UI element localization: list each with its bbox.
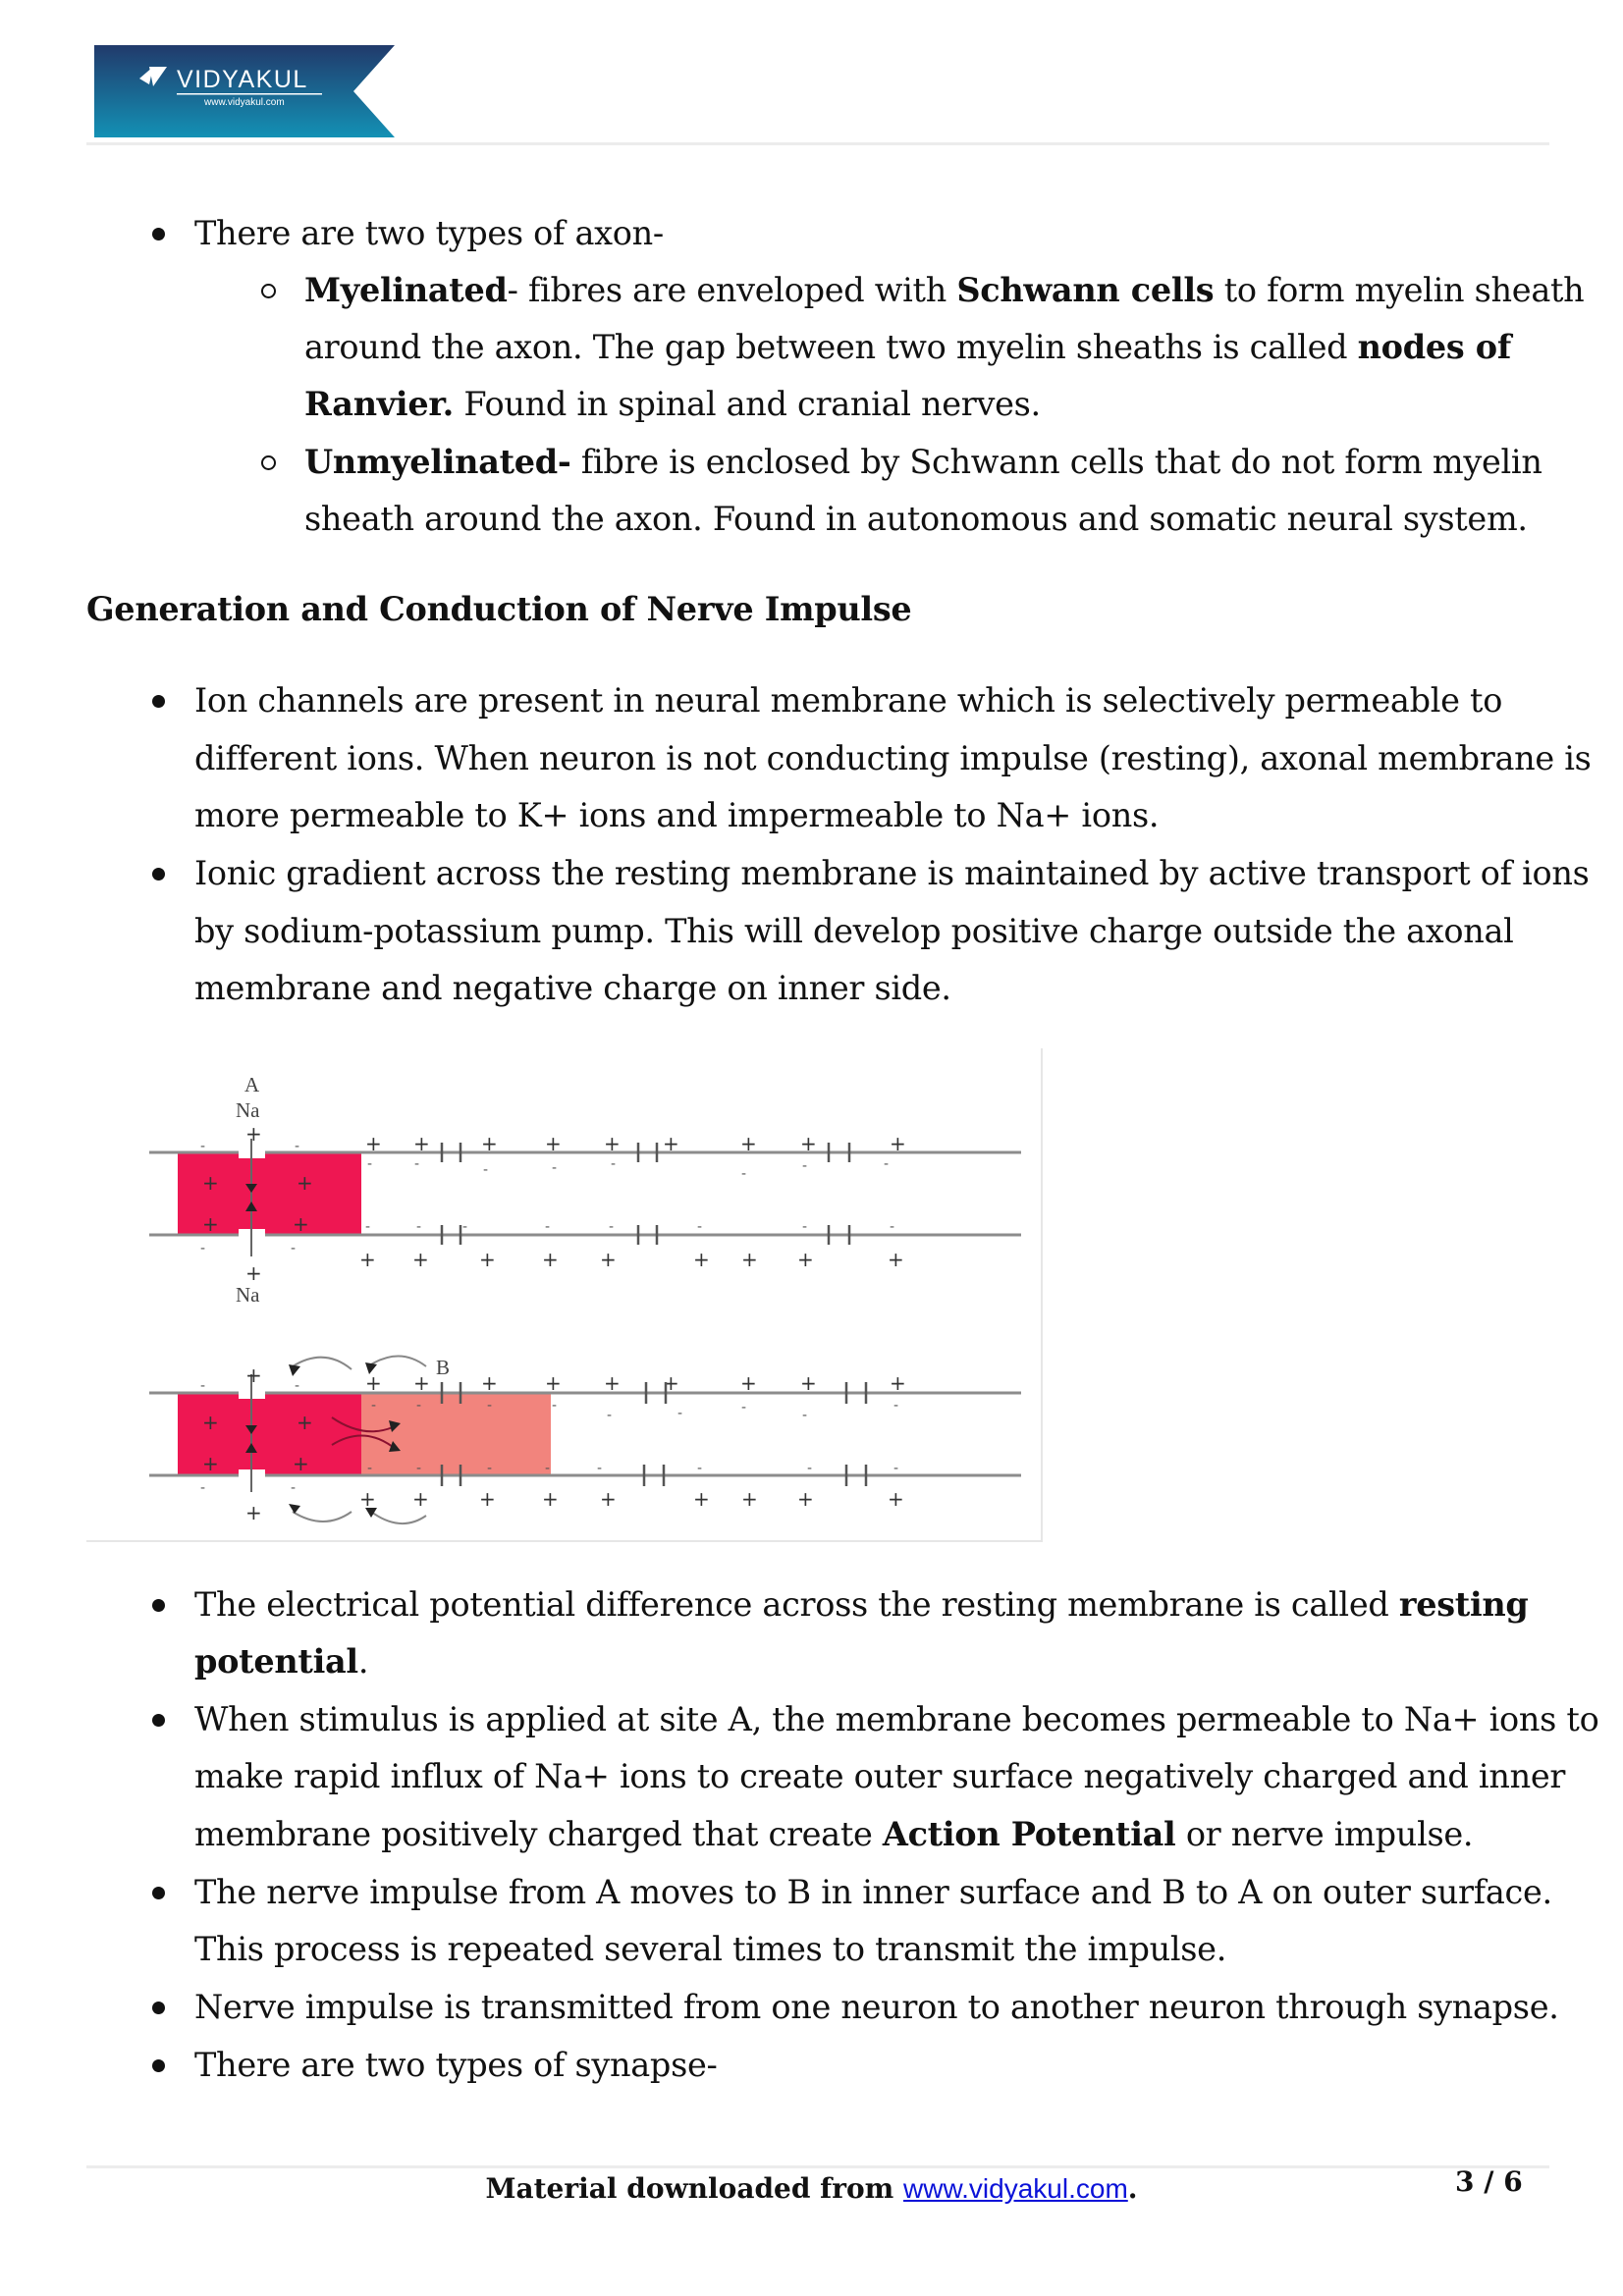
svg-text:+: +	[202, 1411, 219, 1434]
svg-text:+: +	[800, 1371, 817, 1395]
svg-text:+: +	[481, 1371, 498, 1395]
unmyelinated-line-1	[304, 443, 1542, 482]
text: .	[357, 1642, 369, 1681]
synapse-types-line: There are two types of synapse-	[194, 2046, 718, 2084]
svg-text:-: -	[697, 1461, 703, 1476]
ion-channels-line-2: different ions. When neuron is not conducting impulse (resting), axonal membrane is	[194, 739, 1592, 777]
header-divider	[86, 142, 1549, 145]
svg-text:+: +	[412, 1487, 429, 1511]
svg-text:+: +	[293, 1212, 309, 1236]
svg-text:+: +	[693, 1248, 710, 1271]
svg-text:+: +	[663, 1371, 679, 1395]
footer-suffix: .	[1127, 2172, 1138, 2205]
svg-text:-: -	[295, 1139, 300, 1154]
bullet-icon	[152, 868, 165, 881]
term-ranvier: Ranvier.	[304, 385, 455, 423]
term-unmyelinated: Unmyelinated-	[304, 443, 571, 481]
svg-text:-: -	[741, 1166, 747, 1182]
svg-text:+: +	[800, 1132, 817, 1155]
term-resting: resting	[1398, 1585, 1529, 1624]
term-action-potential: Action Potential	[882, 1815, 1176, 1853]
bullet-icon	[152, 695, 165, 708]
footer-prefix: Material downloaded from	[485, 2172, 904, 2205]
svg-text:-: -	[884, 1156, 890, 1172]
svg-text:+: +	[741, 1487, 758, 1511]
svg-text:+: +	[545, 1371, 562, 1395]
svg-text:-: -	[545, 1461, 551, 1476]
ion-channels-line-3: more permeable to K+ ions and impermeable to Na+ ions.	[194, 796, 1160, 834]
svg-text:+: +	[413, 1371, 430, 1395]
term-myelinated: Myelinated	[304, 271, 508, 309]
svg-text:+: +	[359, 1487, 376, 1511]
ionic-gradient-line-1: Ionic gradient across the resting membrane is maintained by active transport of ions	[194, 854, 1590, 892]
svg-text:-: -	[416, 1398, 422, 1414]
svg-text:+: +	[797, 1487, 814, 1511]
svg-text:+: +	[293, 1452, 309, 1475]
myelinated-line-1	[304, 271, 1584, 310]
svg-text:-: -	[414, 1156, 420, 1172]
label-site-b: B	[436, 1356, 451, 1379]
logo-brand-text: VIDYAKUL	[177, 66, 308, 93]
myelinated-line-2	[304, 328, 1511, 367]
label-site-a: A	[244, 1073, 260, 1096]
term-potential: potential	[194, 1642, 358, 1681]
stimulus-line-1: When stimulus is applied at site A, the membrane becomes permeable to Na+ ions to	[194, 1700, 1599, 1738]
ion-channels-line-1: Ion channels are present in neural membrane which is selectively permeable to	[194, 681, 1503, 720]
svg-text:-: -	[416, 1461, 422, 1476]
bullet-icon	[152, 228, 165, 240]
ionic-gradient-line-3: membrane and negative charge on inner side.	[194, 969, 951, 1007]
svg-text:+: +	[202, 1212, 219, 1236]
text: membrane positively charged that create	[194, 1815, 883, 1853]
svg-text:-: -	[487, 1398, 493, 1414]
svg-text:+: +	[604, 1132, 621, 1155]
svg-text:+: +	[245, 1501, 262, 1524]
svg-text:-: -	[295, 1378, 300, 1394]
svg-text:+: +	[740, 1371, 757, 1395]
bullet-icon	[152, 1887, 165, 1899]
svg-text:+: +	[297, 1171, 313, 1195]
svg-text:-: -	[367, 1156, 373, 1172]
svg-text:-: -	[890, 1219, 895, 1235]
svg-text:-: -	[807, 1461, 813, 1476]
text: around the axon. The gap between two myelin sheaths is called	[304, 328, 1358, 366]
svg-text:+: +	[245, 1122, 262, 1146]
nerve-impulse-diagram	[86, 1048, 1043, 1542]
impulse-moves-line-2: This process is repeated several times to transmit the impulse.	[194, 1930, 1227, 1968]
svg-text:+: +	[663, 1132, 679, 1155]
svg-text:+: +	[297, 1411, 313, 1434]
svg-text:-: -	[802, 1158, 808, 1174]
svg-text:+: +	[542, 1248, 559, 1271]
svg-text:-: -	[291, 1241, 297, 1256]
svg-text:+: +	[888, 1248, 904, 1271]
term-nodes-of: nodes of	[1357, 328, 1511, 366]
svg-text:+: +	[600, 1248, 617, 1271]
svg-text:-: -	[462, 1219, 468, 1235]
bullet-icon	[152, 2059, 165, 2072]
svg-text:-: -	[802, 1408, 808, 1423]
stimulus-line-2: make rapid influx of Na+ ions to create outer surface negatively charged and inner	[194, 1757, 1566, 1795]
logo-url-text: www.vidyakul.com	[204, 97, 285, 108]
svg-text:+: +	[890, 1132, 906, 1155]
sub-bullet-icon	[261, 455, 276, 470]
text: - fibres are enveloped with	[507, 271, 957, 309]
text: fibre is enclosed by Schwann cells that do not form myelin	[570, 443, 1542, 481]
svg-text:+: +	[600, 1487, 617, 1511]
svg-text:-: -	[609, 1219, 615, 1235]
sub-bullet-icon	[261, 284, 276, 298]
footer-divider	[86, 2165, 1549, 2168]
svg-text:-: -	[200, 1139, 206, 1154]
svg-text:+: +	[890, 1371, 906, 1395]
svg-text:-: -	[200, 1241, 206, 1256]
svg-text:+: +	[412, 1248, 429, 1271]
synapse-transmission-line: Nerve impulse is transmitted from one neuron to another neuron through synapse.	[194, 1988, 1559, 2026]
footer-source	[0, 2172, 1623, 2206]
axon-intro: There are two types of axon-	[194, 214, 664, 252]
svg-text:-: -	[552, 1398, 558, 1414]
svg-text:-: -	[893, 1461, 899, 1476]
svg-text:+: +	[413, 1132, 430, 1155]
text: Found in spinal and cranial nerves.	[454, 385, 1041, 423]
svg-text:-: -	[545, 1219, 551, 1235]
svg-text:+: +	[741, 1248, 758, 1271]
text: to form myelin sheath	[1214, 271, 1585, 309]
svg-text:+: +	[481, 1132, 498, 1155]
stimulus-line-3	[194, 1815, 1473, 1854]
svg-text:-: -	[200, 1378, 206, 1394]
svg-text:+: +	[693, 1487, 710, 1511]
svg-text:-: -	[741, 1400, 747, 1415]
svg-text:-: -	[200, 1480, 206, 1496]
svg-text:-: -	[483, 1162, 489, 1178]
resting-potential-line-1	[194, 1585, 1529, 1625]
section-heading: Generation and Conduction of Nerve Impulse	[86, 590, 912, 628]
bullet-icon	[152, 1714, 165, 1727]
svg-text:+: +	[740, 1132, 757, 1155]
bullet-icon	[152, 2002, 165, 2014]
page-number: 3 / 6	[1455, 2165, 1523, 2198]
text: or nerve impulse.	[1175, 1815, 1474, 1853]
svg-text:+: +	[479, 1487, 496, 1511]
svg-text:-: -	[607, 1408, 613, 1423]
svg-text:+: +	[542, 1487, 559, 1511]
svg-text:+: +	[888, 1487, 904, 1511]
svg-text:+: +	[604, 1371, 621, 1395]
svg-text:-: -	[697, 1219, 703, 1235]
svg-text:-: -	[291, 1480, 297, 1496]
svg-text:+: +	[365, 1132, 382, 1155]
svg-text:-: -	[371, 1398, 377, 1414]
svg-text:+: +	[365, 1371, 382, 1395]
label-na-top: Na	[236, 1098, 260, 1122]
svg-text:-: -	[597, 1461, 603, 1476]
svg-text:+: +	[545, 1132, 562, 1155]
resting-potential-line-2	[194, 1642, 368, 1682]
impulse-moves-line-1: The nerve impulse from A moves to B in inner surface and B to A on outer surface.	[194, 1873, 1552, 1911]
term-schwann-cells: Schwann cells	[956, 271, 1215, 309]
svg-text:+: +	[797, 1248, 814, 1271]
svg-text:+: +	[359, 1248, 376, 1271]
svg-text:-: -	[677, 1406, 683, 1421]
svg-text:-: -	[802, 1219, 808, 1235]
svg-text:-: -	[552, 1160, 558, 1176]
svg-text:+: +	[245, 1261, 262, 1285]
unmyelinated-line-2: sheath around the axon. Found in autonomous and somatic neural system.	[304, 500, 1528, 538]
svg-text:-: -	[365, 1219, 371, 1235]
svg-text:-: -	[893, 1398, 899, 1414]
svg-text:-: -	[487, 1461, 493, 1476]
ionic-gradient-line-2: by sodium-potassium pump. This will develop positive charge outside the axonal	[194, 912, 1514, 950]
svg-text:+: +	[202, 1452, 219, 1475]
svg-text:-: -	[367, 1461, 373, 1476]
svg-text:-: -	[416, 1219, 422, 1235]
myelinated-line-3	[304, 385, 1041, 424]
svg-text:+: +	[202, 1171, 219, 1195]
footer-link[interactable]: www.vidyakul.com	[903, 2173, 1128, 2204]
svg-text:-: -	[611, 1156, 617, 1172]
svg-text:+: +	[479, 1248, 496, 1271]
text: The electrical potential difference across the resting membrane is called	[194, 1585, 1399, 1624]
bullet-icon	[152, 1599, 165, 1612]
vidyakul-logo	[94, 45, 395, 137]
svg-text:+: +	[245, 1363, 262, 1387]
label-na-bottom: Na	[236, 1283, 260, 1307]
